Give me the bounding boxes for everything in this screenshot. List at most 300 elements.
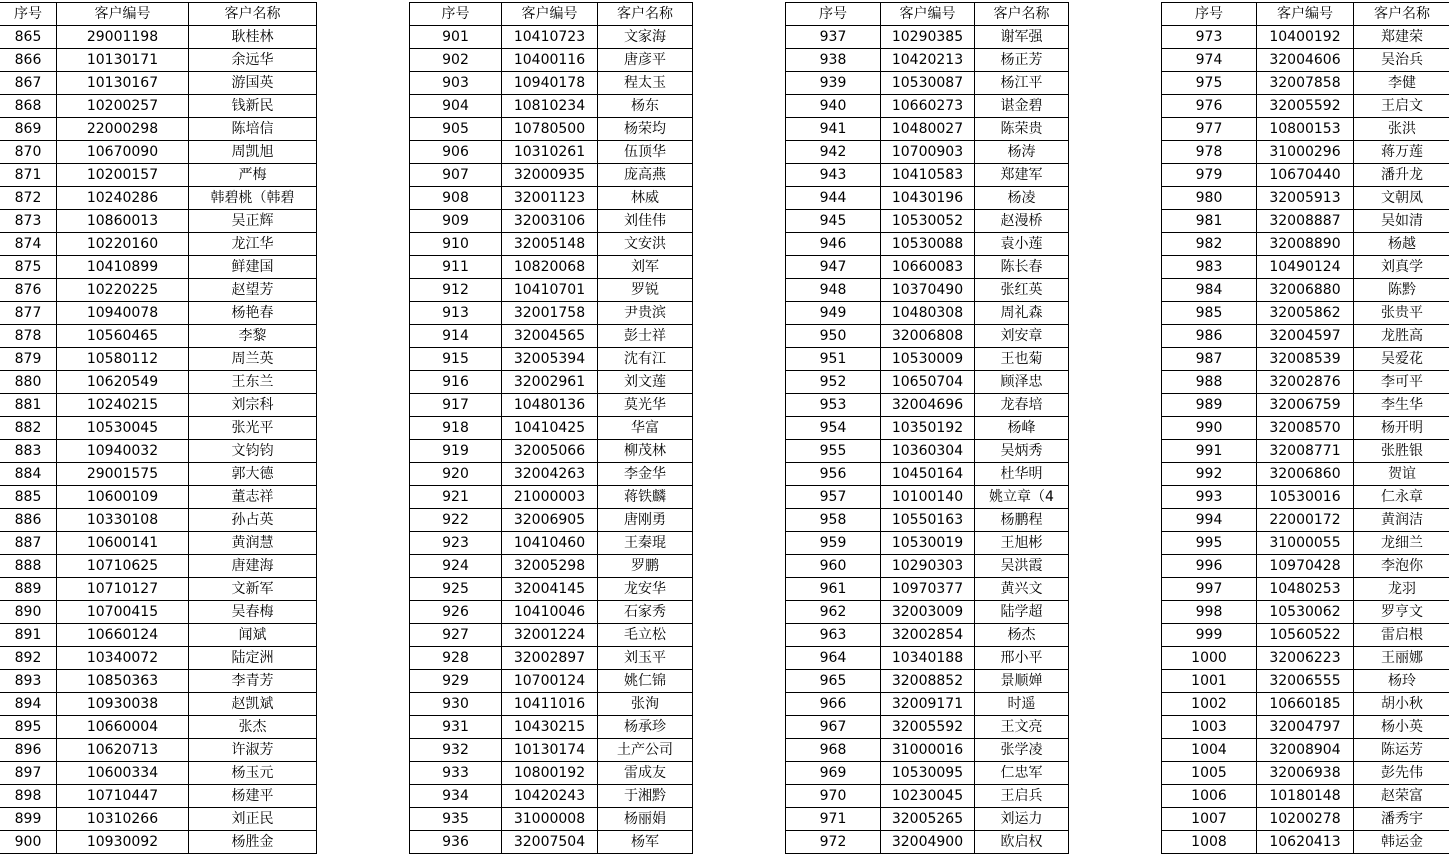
seq-cell[interactable]: 921: [410, 486, 502, 509]
customer-name-cell[interactable]: 周礼森: [975, 302, 1069, 325]
customer-name-cell[interactable]: 王文亮: [975, 716, 1069, 739]
customer-id-cell[interactable]: 32002897: [502, 647, 598, 670]
seq-cell[interactable]: 893: [0, 670, 57, 693]
customer-id-cell[interactable]: 32006860: [1257, 463, 1354, 486]
customer-id-cell[interactable]: 10530052: [881, 210, 975, 233]
seq-cell[interactable]: 869: [0, 118, 57, 141]
customer-name-cell[interactable]: 陈运芳: [1354, 739, 1449, 762]
seq-cell[interactable]: 970: [786, 785, 881, 808]
customer-name-cell[interactable]: 龙安华: [598, 578, 693, 601]
seq-cell[interactable]: 1006: [1162, 785, 1257, 808]
customer-id-cell[interactable]: 32000935: [502, 164, 598, 187]
customer-name-cell[interactable]: 韩运金: [1354, 831, 1449, 854]
header-customer-name-cell[interactable]: 客户名称: [598, 3, 693, 26]
customer-id-cell[interactable]: 10940178: [502, 72, 598, 95]
customer-name-cell[interactable]: 毛立松: [598, 624, 693, 647]
customer-name-cell[interactable]: 刘佳伟: [598, 210, 693, 233]
customer-id-cell[interactable]: 32006905: [502, 509, 598, 532]
seq-cell[interactable]: 913: [410, 302, 502, 325]
customer-id-cell[interactable]: 10410425: [502, 417, 598, 440]
customer-name-cell[interactable]: 龙羽: [1354, 578, 1449, 601]
header-customer-id-cell[interactable]: 客户编号: [502, 3, 598, 26]
customer-id-cell[interactable]: 10560522: [1257, 624, 1354, 647]
seq-cell[interactable]: 880: [0, 371, 57, 394]
customer-name-cell[interactable]: 李健: [1354, 72, 1449, 95]
customer-id-cell[interactable]: 10550163: [881, 509, 975, 532]
seq-cell[interactable]: 882: [0, 417, 57, 440]
seq-cell[interactable]: 884: [0, 463, 57, 486]
seq-cell[interactable]: 901: [410, 26, 502, 49]
seq-cell[interactable]: 923: [410, 532, 502, 555]
customer-id-cell[interactable]: 10310266: [57, 808, 189, 831]
seq-cell[interactable]: 997: [1162, 578, 1257, 601]
seq-cell[interactable]: 1007: [1162, 808, 1257, 831]
customer-name-cell[interactable]: 柳茂林: [598, 440, 693, 463]
customer-id-cell[interactable]: 32006555: [1257, 670, 1354, 693]
seq-cell[interactable]: 895: [0, 716, 57, 739]
customer-name-cell[interactable]: 杨峰: [975, 417, 1069, 440]
seq-cell[interactable]: 939: [786, 72, 881, 95]
customer-name-cell[interactable]: 李青芳: [189, 670, 317, 693]
seq-cell[interactable]: 912: [410, 279, 502, 302]
customer-name-cell[interactable]: 黄润慧: [189, 532, 317, 555]
customer-name-cell[interactable]: 刘玉平: [598, 647, 693, 670]
seq-cell[interactable]: 988: [1162, 371, 1257, 394]
seq-cell[interactable]: 994: [1162, 509, 1257, 532]
seq-cell[interactable]: 1001: [1162, 670, 1257, 693]
customer-id-cell[interactable]: 10200278: [1257, 808, 1354, 831]
customer-id-cell[interactable]: 32008904: [1257, 739, 1354, 762]
customer-name-cell[interactable]: 刘真学: [1354, 256, 1449, 279]
customer-id-cell[interactable]: 10620713: [57, 739, 189, 762]
seq-cell[interactable]: 904: [410, 95, 502, 118]
customer-name-cell[interactable]: 胡小秋: [1354, 693, 1449, 716]
customer-name-cell[interactable]: 姚立章（4: [975, 486, 1069, 509]
customer-name-cell[interactable]: 陈黔: [1354, 279, 1449, 302]
seq-cell[interactable]: 940: [786, 95, 881, 118]
customer-id-cell[interactable]: 10480308: [881, 302, 975, 325]
customer-name-cell[interactable]: 罗锐: [598, 279, 693, 302]
header-customer-id-cell[interactable]: 客户编号: [881, 3, 975, 26]
customer-name-cell[interactable]: 游国英: [189, 72, 317, 95]
customer-id-cell[interactable]: 10410899: [57, 256, 189, 279]
customer-id-cell[interactable]: 10530019: [881, 532, 975, 555]
seq-cell[interactable]: 982: [1162, 233, 1257, 256]
customer-name-cell[interactable]: 陆定洲: [189, 647, 317, 670]
customer-name-cell[interactable]: 张洵: [598, 693, 693, 716]
seq-cell[interactable]: 948: [786, 279, 881, 302]
customer-name-cell[interactable]: 杨丽娟: [598, 808, 693, 831]
header-seq-cell[interactable]: 序号: [786, 3, 881, 26]
customer-id-cell[interactable]: 10490124: [1257, 256, 1354, 279]
seq-cell[interactable]: 1002: [1162, 693, 1257, 716]
customer-id-cell[interactable]: 32005298: [502, 555, 598, 578]
customer-id-cell[interactable]: 10560465: [57, 325, 189, 348]
customer-name-cell[interactable]: 鲜建国: [189, 256, 317, 279]
seq-cell[interactable]: 911: [410, 256, 502, 279]
customer-id-cell[interactable]: 32002876: [1257, 371, 1354, 394]
customer-name-cell[interactable]: 尹贵滨: [598, 302, 693, 325]
seq-cell[interactable]: 905: [410, 118, 502, 141]
seq-cell[interactable]: 873: [0, 210, 57, 233]
seq-cell[interactable]: 898: [0, 785, 57, 808]
customer-id-cell[interactable]: 10130167: [57, 72, 189, 95]
customer-name-cell[interactable]: 彭先伟: [1354, 762, 1449, 785]
customer-name-cell[interactable]: 文新军: [189, 578, 317, 601]
header-seq-cell[interactable]: 序号: [1162, 3, 1257, 26]
seq-cell[interactable]: 1000: [1162, 647, 1257, 670]
seq-cell[interactable]: 950: [786, 325, 881, 348]
customer-id-cell[interactable]: 32004606: [1257, 49, 1354, 72]
customer-name-cell[interactable]: 陆学超: [975, 601, 1069, 624]
customer-name-cell[interactable]: 许淑芳: [189, 739, 317, 762]
customer-id-cell[interactable]: 10420243: [502, 785, 598, 808]
customer-id-cell[interactable]: 10310261: [502, 141, 598, 164]
seq-cell[interactable]: 958: [786, 509, 881, 532]
customer-id-cell[interactable]: 31000296: [1257, 141, 1354, 164]
customer-id-cell[interactable]: 10670440: [1257, 164, 1354, 187]
seq-cell[interactable]: 902: [410, 49, 502, 72]
customer-id-cell[interactable]: 10660273: [881, 95, 975, 118]
customer-name-cell[interactable]: 杨玉元: [189, 762, 317, 785]
customer-name-cell[interactable]: 刘文莲: [598, 371, 693, 394]
customer-id-cell[interactable]: 10700124: [502, 670, 598, 693]
header-customer-id-cell[interactable]: 客户编号: [57, 3, 189, 26]
seq-cell[interactable]: 944: [786, 187, 881, 210]
customer-name-cell[interactable]: 龙春培: [975, 394, 1069, 417]
seq-cell[interactable]: 891: [0, 624, 57, 647]
seq-cell[interactable]: 993: [1162, 486, 1257, 509]
customer-name-cell[interactable]: 杨胜金: [189, 831, 317, 854]
seq-cell[interactable]: 967: [786, 716, 881, 739]
customer-id-cell[interactable]: 32008887: [1257, 210, 1354, 233]
customer-id-cell[interactable]: 32004900: [881, 831, 975, 854]
customer-id-cell[interactable]: 29001198: [57, 26, 189, 49]
seq-cell[interactable]: 887: [0, 532, 57, 555]
seq-cell[interactable]: 959: [786, 532, 881, 555]
customer-id-cell[interactable]: 10780500: [502, 118, 598, 141]
customer-name-cell[interactable]: 赵望芳: [189, 279, 317, 302]
customer-name-cell[interactable]: 王启兵: [975, 785, 1069, 808]
customer-id-cell[interactable]: 32002854: [881, 624, 975, 647]
seq-cell[interactable]: 956: [786, 463, 881, 486]
customer-name-cell[interactable]: 王启文: [1354, 95, 1449, 118]
customer-id-cell[interactable]: 10480136: [502, 394, 598, 417]
seq-cell[interactable]: 1005: [1162, 762, 1257, 785]
seq-cell[interactable]: 968: [786, 739, 881, 762]
customer-name-cell[interactable]: 孙占英: [189, 509, 317, 532]
seq-cell[interactable]: 934: [410, 785, 502, 808]
customer-id-cell[interactable]: 31000008: [502, 808, 598, 831]
seq-cell[interactable]: 996: [1162, 555, 1257, 578]
seq-cell[interactable]: 938: [786, 49, 881, 72]
customer-id-cell[interactable]: 32001224: [502, 624, 598, 647]
customer-name-cell[interactable]: 黄润洁: [1354, 509, 1449, 532]
customer-name-cell[interactable]: 王也菊: [975, 348, 1069, 371]
customer-id-cell[interactable]: 32006759: [1257, 394, 1354, 417]
seq-cell[interactable]: 876: [0, 279, 57, 302]
seq-cell[interactable]: 866: [0, 49, 57, 72]
seq-cell[interactable]: 914: [410, 325, 502, 348]
seq-cell[interactable]: 924: [410, 555, 502, 578]
seq-cell[interactable]: 1004: [1162, 739, 1257, 762]
seq-cell[interactable]: 990: [1162, 417, 1257, 440]
seq-cell[interactable]: 979: [1162, 164, 1257, 187]
seq-cell[interactable]: 951: [786, 348, 881, 371]
seq-cell[interactable]: 899: [0, 808, 57, 831]
customer-id-cell[interactable]: 10710447: [57, 785, 189, 808]
customer-id-cell[interactable]: 32008771: [1257, 440, 1354, 463]
customer-id-cell[interactable]: 32005592: [881, 716, 975, 739]
customer-id-cell[interactable]: 10240286: [57, 187, 189, 210]
seq-cell[interactable]: 960: [786, 555, 881, 578]
customer-name-cell[interactable]: 周凯旭: [189, 141, 317, 164]
seq-cell[interactable]: 946: [786, 233, 881, 256]
customer-id-cell[interactable]: 10530045: [57, 417, 189, 440]
customer-name-cell[interactable]: 庞高燕: [598, 164, 693, 187]
customer-name-cell[interactable]: 龙细兰: [1354, 532, 1449, 555]
customer-name-cell[interactable]: 文钧钧: [189, 440, 317, 463]
customer-name-cell[interactable]: 杨江平: [975, 72, 1069, 95]
customer-name-cell[interactable]: 张洪: [1354, 118, 1449, 141]
customer-name-cell[interactable]: 邢小平: [975, 647, 1069, 670]
customer-name-cell[interactable]: 张红英: [975, 279, 1069, 302]
seq-cell[interactable]: 927: [410, 624, 502, 647]
customer-name-cell[interactable]: 文安洪: [598, 233, 693, 256]
customer-id-cell[interactable]: 10410583: [881, 164, 975, 187]
customer-name-cell[interactable]: 文家海: [598, 26, 693, 49]
seq-cell[interactable]: 980: [1162, 187, 1257, 210]
seq-cell[interactable]: 1008: [1162, 831, 1257, 854]
customer-name-cell[interactable]: 王东兰: [189, 371, 317, 394]
customer-id-cell[interactable]: 10810234: [502, 95, 598, 118]
seq-cell[interactable]: 871: [0, 164, 57, 187]
customer-id-cell[interactable]: 32008852: [881, 670, 975, 693]
customer-id-cell[interactable]: 10660083: [881, 256, 975, 279]
customer-name-cell[interactable]: 杨建平: [189, 785, 317, 808]
customer-id-cell[interactable]: 32003009: [881, 601, 975, 624]
customer-name-cell[interactable]: 杜华明: [975, 463, 1069, 486]
customer-name-cell[interactable]: 仁忠军: [975, 762, 1069, 785]
customer-name-cell[interactable]: 赵凯斌: [189, 693, 317, 716]
customer-name-cell[interactable]: 伍顶华: [598, 141, 693, 164]
customer-id-cell[interactable]: 10340072: [57, 647, 189, 670]
customer-id-cell[interactable]: 10620549: [57, 371, 189, 394]
customer-name-cell[interactable]: 李生华: [1354, 394, 1449, 417]
customer-id-cell[interactable]: 32001758: [502, 302, 598, 325]
header-seq-cell[interactable]: 序号: [410, 3, 502, 26]
customer-name-cell[interactable]: 蒋铁麟: [598, 486, 693, 509]
customer-name-cell[interactable]: 杨凌: [975, 187, 1069, 210]
customer-id-cell[interactable]: 10940078: [57, 302, 189, 325]
customer-name-cell[interactable]: 欧启权: [975, 831, 1069, 854]
customer-name-cell[interactable]: 杨艳春: [189, 302, 317, 325]
customer-id-cell[interactable]: 10710625: [57, 555, 189, 578]
seq-cell[interactable]: 909: [410, 210, 502, 233]
seq-cell[interactable]: 986: [1162, 325, 1257, 348]
customer-id-cell[interactable]: 32004145: [502, 578, 598, 601]
seq-cell[interactable]: 900: [0, 831, 57, 854]
customer-id-cell[interactable]: 10360304: [881, 440, 975, 463]
customer-name-cell[interactable]: 杨涛: [975, 141, 1069, 164]
seq-cell[interactable]: 903: [410, 72, 502, 95]
customer-name-cell[interactable]: 沈有江: [598, 348, 693, 371]
seq-cell[interactable]: 941: [786, 118, 881, 141]
seq-cell[interactable]: 975: [1162, 72, 1257, 95]
seq-cell[interactable]: 969: [786, 762, 881, 785]
seq-cell[interactable]: 888: [0, 555, 57, 578]
seq-cell[interactable]: 908: [410, 187, 502, 210]
seq-cell[interactable]: 920: [410, 463, 502, 486]
customer-name-cell[interactable]: 袁小莲: [975, 233, 1069, 256]
seq-cell[interactable]: 953: [786, 394, 881, 417]
customer-name-cell[interactable]: 顾泽忠: [975, 371, 1069, 394]
customer-name-cell[interactable]: 刘军: [598, 256, 693, 279]
seq-cell[interactable]: 875: [0, 256, 57, 279]
customer-id-cell[interactable]: 10860013: [57, 210, 189, 233]
customer-name-cell[interactable]: 蒋万莲: [1354, 141, 1449, 164]
customer-name-cell[interactable]: 潘升龙: [1354, 164, 1449, 187]
customer-id-cell[interactable]: 10530016: [1257, 486, 1354, 509]
customer-name-cell[interactable]: 杨军: [598, 831, 693, 854]
customer-id-cell[interactable]: 10240215: [57, 394, 189, 417]
customer-name-cell[interactable]: 吴如清: [1354, 210, 1449, 233]
seq-cell[interactable]: 892: [0, 647, 57, 670]
customer-name-cell[interactable]: 杨东: [598, 95, 693, 118]
customer-name-cell[interactable]: 陈长春: [975, 256, 1069, 279]
customer-id-cell[interactable]: 32004565: [502, 325, 598, 348]
customer-name-cell[interactable]: 雷启根: [1354, 624, 1449, 647]
seq-cell[interactable]: 935: [410, 808, 502, 831]
customer-id-cell[interactable]: 10800153: [1257, 118, 1354, 141]
customer-name-cell[interactable]: 郑建军: [975, 164, 1069, 187]
customer-id-cell[interactable]: 10970428: [1257, 555, 1354, 578]
customer-id-cell[interactable]: 10220160: [57, 233, 189, 256]
customer-name-cell[interactable]: 王秦琨: [598, 532, 693, 555]
seq-cell[interactable]: 991: [1162, 440, 1257, 463]
customer-name-cell[interactable]: 时遥: [975, 693, 1069, 716]
customer-name-cell[interactable]: 罗鹏: [598, 555, 693, 578]
customer-name-cell[interactable]: 刘正民: [189, 808, 317, 831]
customer-name-cell[interactable]: 程太玉: [598, 72, 693, 95]
customer-name-cell[interactable]: 张光平: [189, 417, 317, 440]
customer-id-cell[interactable]: 10290385: [881, 26, 975, 49]
customer-id-cell[interactable]: 10200257: [57, 95, 189, 118]
customer-name-cell[interactable]: 莫光华: [598, 394, 693, 417]
seq-cell[interactable]: 925: [410, 578, 502, 601]
customer-name-cell[interactable]: 严梅: [189, 164, 317, 187]
customer-name-cell[interactable]: 杨承珍: [598, 716, 693, 739]
customer-id-cell[interactable]: 32008539: [1257, 348, 1354, 371]
seq-cell[interactable]: 1003: [1162, 716, 1257, 739]
customer-name-cell[interactable]: 杨越: [1354, 233, 1449, 256]
customer-id-cell[interactable]: 32004263: [502, 463, 598, 486]
customer-name-cell[interactable]: 龙胜高: [1354, 325, 1449, 348]
seq-cell[interactable]: 910: [410, 233, 502, 256]
customer-id-cell[interactable]: 10430215: [502, 716, 598, 739]
customer-name-cell[interactable]: 唐彦平: [598, 49, 693, 72]
customer-id-cell[interactable]: 10100140: [881, 486, 975, 509]
seq-cell[interactable]: 915: [410, 348, 502, 371]
seq-cell[interactable]: 998: [1162, 601, 1257, 624]
customer-id-cell[interactable]: 32006880: [1257, 279, 1354, 302]
customer-name-cell[interactable]: 彭士祥: [598, 325, 693, 348]
seq-cell[interactable]: 868: [0, 95, 57, 118]
customer-name-cell[interactable]: 闻斌: [189, 624, 317, 647]
customer-name-cell[interactable]: 刘运力: [975, 808, 1069, 831]
seq-cell[interactable]: 907: [410, 164, 502, 187]
seq-cell[interactable]: 989: [1162, 394, 1257, 417]
seq-cell[interactable]: 955: [786, 440, 881, 463]
seq-cell[interactable]: 896: [0, 739, 57, 762]
seq-cell[interactable]: 872: [0, 187, 57, 210]
customer-id-cell[interactable]: 10660124: [57, 624, 189, 647]
customer-name-cell[interactable]: 张学凌: [975, 739, 1069, 762]
seq-cell[interactable]: 984: [1162, 279, 1257, 302]
customer-id-cell[interactable]: 29001575: [57, 463, 189, 486]
seq-cell[interactable]: 965: [786, 670, 881, 693]
customer-name-cell[interactable]: 文朝凤: [1354, 187, 1449, 210]
customer-id-cell[interactable]: 32005913: [1257, 187, 1354, 210]
seq-cell[interactable]: 962: [786, 601, 881, 624]
customer-name-cell[interactable]: 雷成友: [598, 762, 693, 785]
seq-cell[interactable]: 877: [0, 302, 57, 325]
customer-name-cell[interactable]: 黄兴文: [975, 578, 1069, 601]
customer-name-cell[interactable]: 李黎: [189, 325, 317, 348]
customer-name-cell[interactable]: 杨开明: [1354, 417, 1449, 440]
customer-id-cell[interactable]: 10620413: [1257, 831, 1354, 854]
customer-name-cell[interactable]: 唐建海: [189, 555, 317, 578]
seq-cell[interactable]: 932: [410, 739, 502, 762]
seq-cell[interactable]: 886: [0, 509, 57, 532]
customer-id-cell[interactable]: 10480253: [1257, 578, 1354, 601]
customer-id-cell[interactable]: 32006938: [1257, 762, 1354, 785]
customer-id-cell[interactable]: 22000298: [57, 118, 189, 141]
customer-name-cell[interactable]: 张杰: [189, 716, 317, 739]
customer-id-cell[interactable]: 10410723: [502, 26, 598, 49]
customer-name-cell[interactable]: 华富: [598, 417, 693, 440]
customer-name-cell[interactable]: 杨正芳: [975, 49, 1069, 72]
seq-cell[interactable]: 930: [410, 693, 502, 716]
seq-cell[interactable]: 987: [1162, 348, 1257, 371]
customer-id-cell[interactable]: 10700415: [57, 601, 189, 624]
seq-cell[interactable]: 919: [410, 440, 502, 463]
customer-name-cell[interactable]: 刘安章: [975, 325, 1069, 348]
seq-cell[interactable]: 897: [0, 762, 57, 785]
seq-cell[interactable]: 981: [1162, 210, 1257, 233]
customer-id-cell[interactable]: 10530009: [881, 348, 975, 371]
customer-id-cell[interactable]: 10330108: [57, 509, 189, 532]
customer-name-cell[interactable]: 潘秀宇: [1354, 808, 1449, 831]
header-customer-name-cell[interactable]: 客户名称: [189, 3, 317, 26]
customer-name-cell[interactable]: 唐刚勇: [598, 509, 693, 532]
seq-cell[interactable]: 922: [410, 509, 502, 532]
customer-id-cell[interactable]: 31000016: [881, 739, 975, 762]
seq-cell[interactable]: 906: [410, 141, 502, 164]
seq-cell[interactable]: 918: [410, 417, 502, 440]
customer-id-cell[interactable]: 10970377: [881, 578, 975, 601]
seq-cell[interactable]: 890: [0, 601, 57, 624]
customer-name-cell[interactable]: 姚仁锦: [598, 670, 693, 693]
customer-name-cell[interactable]: 仁永章: [1354, 486, 1449, 509]
seq-cell[interactable]: 929: [410, 670, 502, 693]
customer-name-cell[interactable]: 余远华: [189, 49, 317, 72]
seq-cell[interactable]: 977: [1162, 118, 1257, 141]
customer-id-cell[interactable]: 10710127: [57, 578, 189, 601]
customer-id-cell[interactable]: 10130174: [502, 739, 598, 762]
customer-id-cell[interactable]: 10660004: [57, 716, 189, 739]
seq-cell[interactable]: 937: [786, 26, 881, 49]
